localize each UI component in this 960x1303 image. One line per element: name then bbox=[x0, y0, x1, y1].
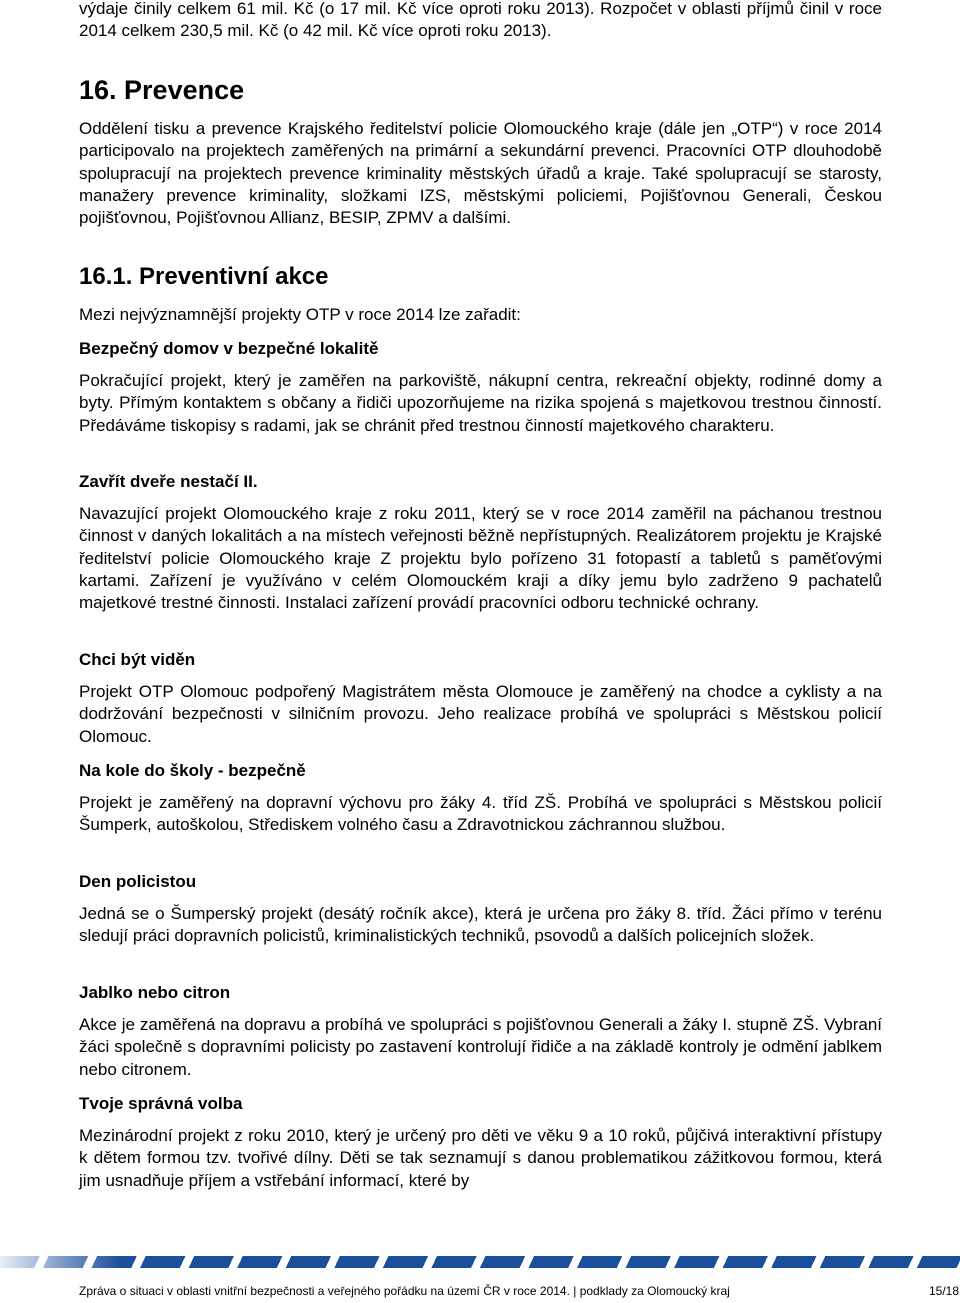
footer-stripe bbox=[0, 1256, 960, 1268]
project-text: Pokračující projekt, který je zaměřen na parkoviště, nákupní centra, rekreační objekty, rodinné domy a byty. Přímým kontaktem s občany a řidiči upozorňujeme na rizika spojená s majetkovou trestnou činností. Předáváme tiskopisy s radami, jak se chránit před trestnou činností majetkového charakteru. bbox=[79, 371, 882, 435]
project-text: Projekt je zaměřený na dopravní výchovu pro žáky 4. tříd ZŠ. Probíhá ve spolupráci s Městskou policií Šumperk, autoškolou, Střediskem volného času a Zdravotnickou záchrannou službou. bbox=[79, 793, 882, 835]
section-paragraph: Oddělení tisku a prevence Krajského ředitelství policie Olomouckého kraje (dále jen „OTP“) v roce 2014 participovalo na projektech zaměřených na primární a sekundární prevenci. Pracovníci OTP dlouhodobě spolupracují na projektech prevence kriminality městských úřadů a kraje. Také spolupracují se starosty, manažery prevence kriminality, složkami IZS, městskými policiemi, Pojišťovnou Generali, Českou pojišťovnou, Pojišťovnou Allianz, BESIP, ZPMV a dalšími. bbox=[79, 119, 882, 228]
project-text: Mezinárodní projekt z roku 2010, který je určený pro děti ve věku 9 a 10 roků, půjčivá interaktivní přístupy k dětem formou tzv. tvořivé dílny. Děti se tak seznamují s danou problematikou zážitkovou formou, která jim usnadňuje příjem a vstřebání informací, které by bbox=[79, 1126, 882, 1190]
page-number: 15/18 bbox=[928, 1284, 959, 1298]
project-text: Projekt OTP Olomouc podpořený Magistrátem města Olomouce je zaměřený na chodce a cyklisty a na dodržování bezpečnosti v silničním provozu. Jeho realizace probíhá ve spolupráci s Městskou policií Olomouc. bbox=[79, 682, 882, 746]
page-footer bbox=[79, 1284, 959, 1298]
project-title: Na kole do školy - bezpečně bbox=[79, 761, 306, 780]
section-title: 16. Prevence bbox=[79, 75, 245, 105]
project-title: Tvoje správná volba bbox=[79, 1094, 243, 1113]
intro-paragraph: výdaje činily celkem 61 mil. Kč (o 17 mil. Kč více oproti roku 2013). Rozpočet v oblasti příjmů činil v roce 2014 celkem 230,5 mil. Kč (o 42 mil. Kč více oproti roku 2013). bbox=[79, 0, 882, 41]
project-text: Navazující projekt Olomouckého kraje z roku 2011, který se v roce 2014 zaměřil na páchanou trestnou činnost v daných lokalitách a na místech veřejnosti běžně nepřístupných. Realizátorem projektu je Krajské ředitelství policie Olomouckého kraje Z projektu bylo pořízeno 31 fotopastí a tabletů s paměťovými kartami. Zařízení je využíváno v celém Olomouckém kraji a díky jemu bylo zadrženo 9 pachatelů majetkové trestné činnosti. Instalaci zařízení provádí pracovníci odboru technické ochrany. bbox=[79, 504, 882, 613]
project-title: Den policistou bbox=[79, 872, 197, 891]
project-title: Chci být viděn bbox=[79, 650, 196, 669]
project-title: Bezpečný domov v bezpečné lokalitě bbox=[79, 339, 379, 358]
project-title: Zavřít dveře nestačí II. bbox=[79, 472, 258, 491]
subsection-title: 16.1. Preventivní akce bbox=[79, 263, 329, 290]
footer-stripe-fade bbox=[0, 1256, 120, 1268]
subsection-lead: Mezi nejvýznamnější projekty OTP v roce 2014 lze zařadit: bbox=[79, 305, 521, 324]
footer-caption: Zpráva o situaci v oblasti vnitřní bezpečnosti a veřejného pořádku na území ČR v roce 2014. | podklady za Olomoucký kraj bbox=[79, 1284, 730, 1298]
project-title: Jablko nebo citron bbox=[79, 983, 231, 1002]
project-text: Jedná se o Šumperský projekt (desátý ročník akce), která je určena pro žáky 8. tříd. Žáci přímo v terénu sledují práci dopravních policistů, kriminalistických techniků, psovodů a dalších policejních složek. bbox=[79, 904, 882, 946]
project-text: Akce je zaměřená na dopravu a probíhá ve spolupráci s pojišťovnou Generali a žáky I. stupně ZŠ. Vybraní žáci společně s dopravními policisty po zastavení kontrolují řidiče a na základě kontroly je odmění jablkem nebo citronem. bbox=[79, 1015, 882, 1079]
